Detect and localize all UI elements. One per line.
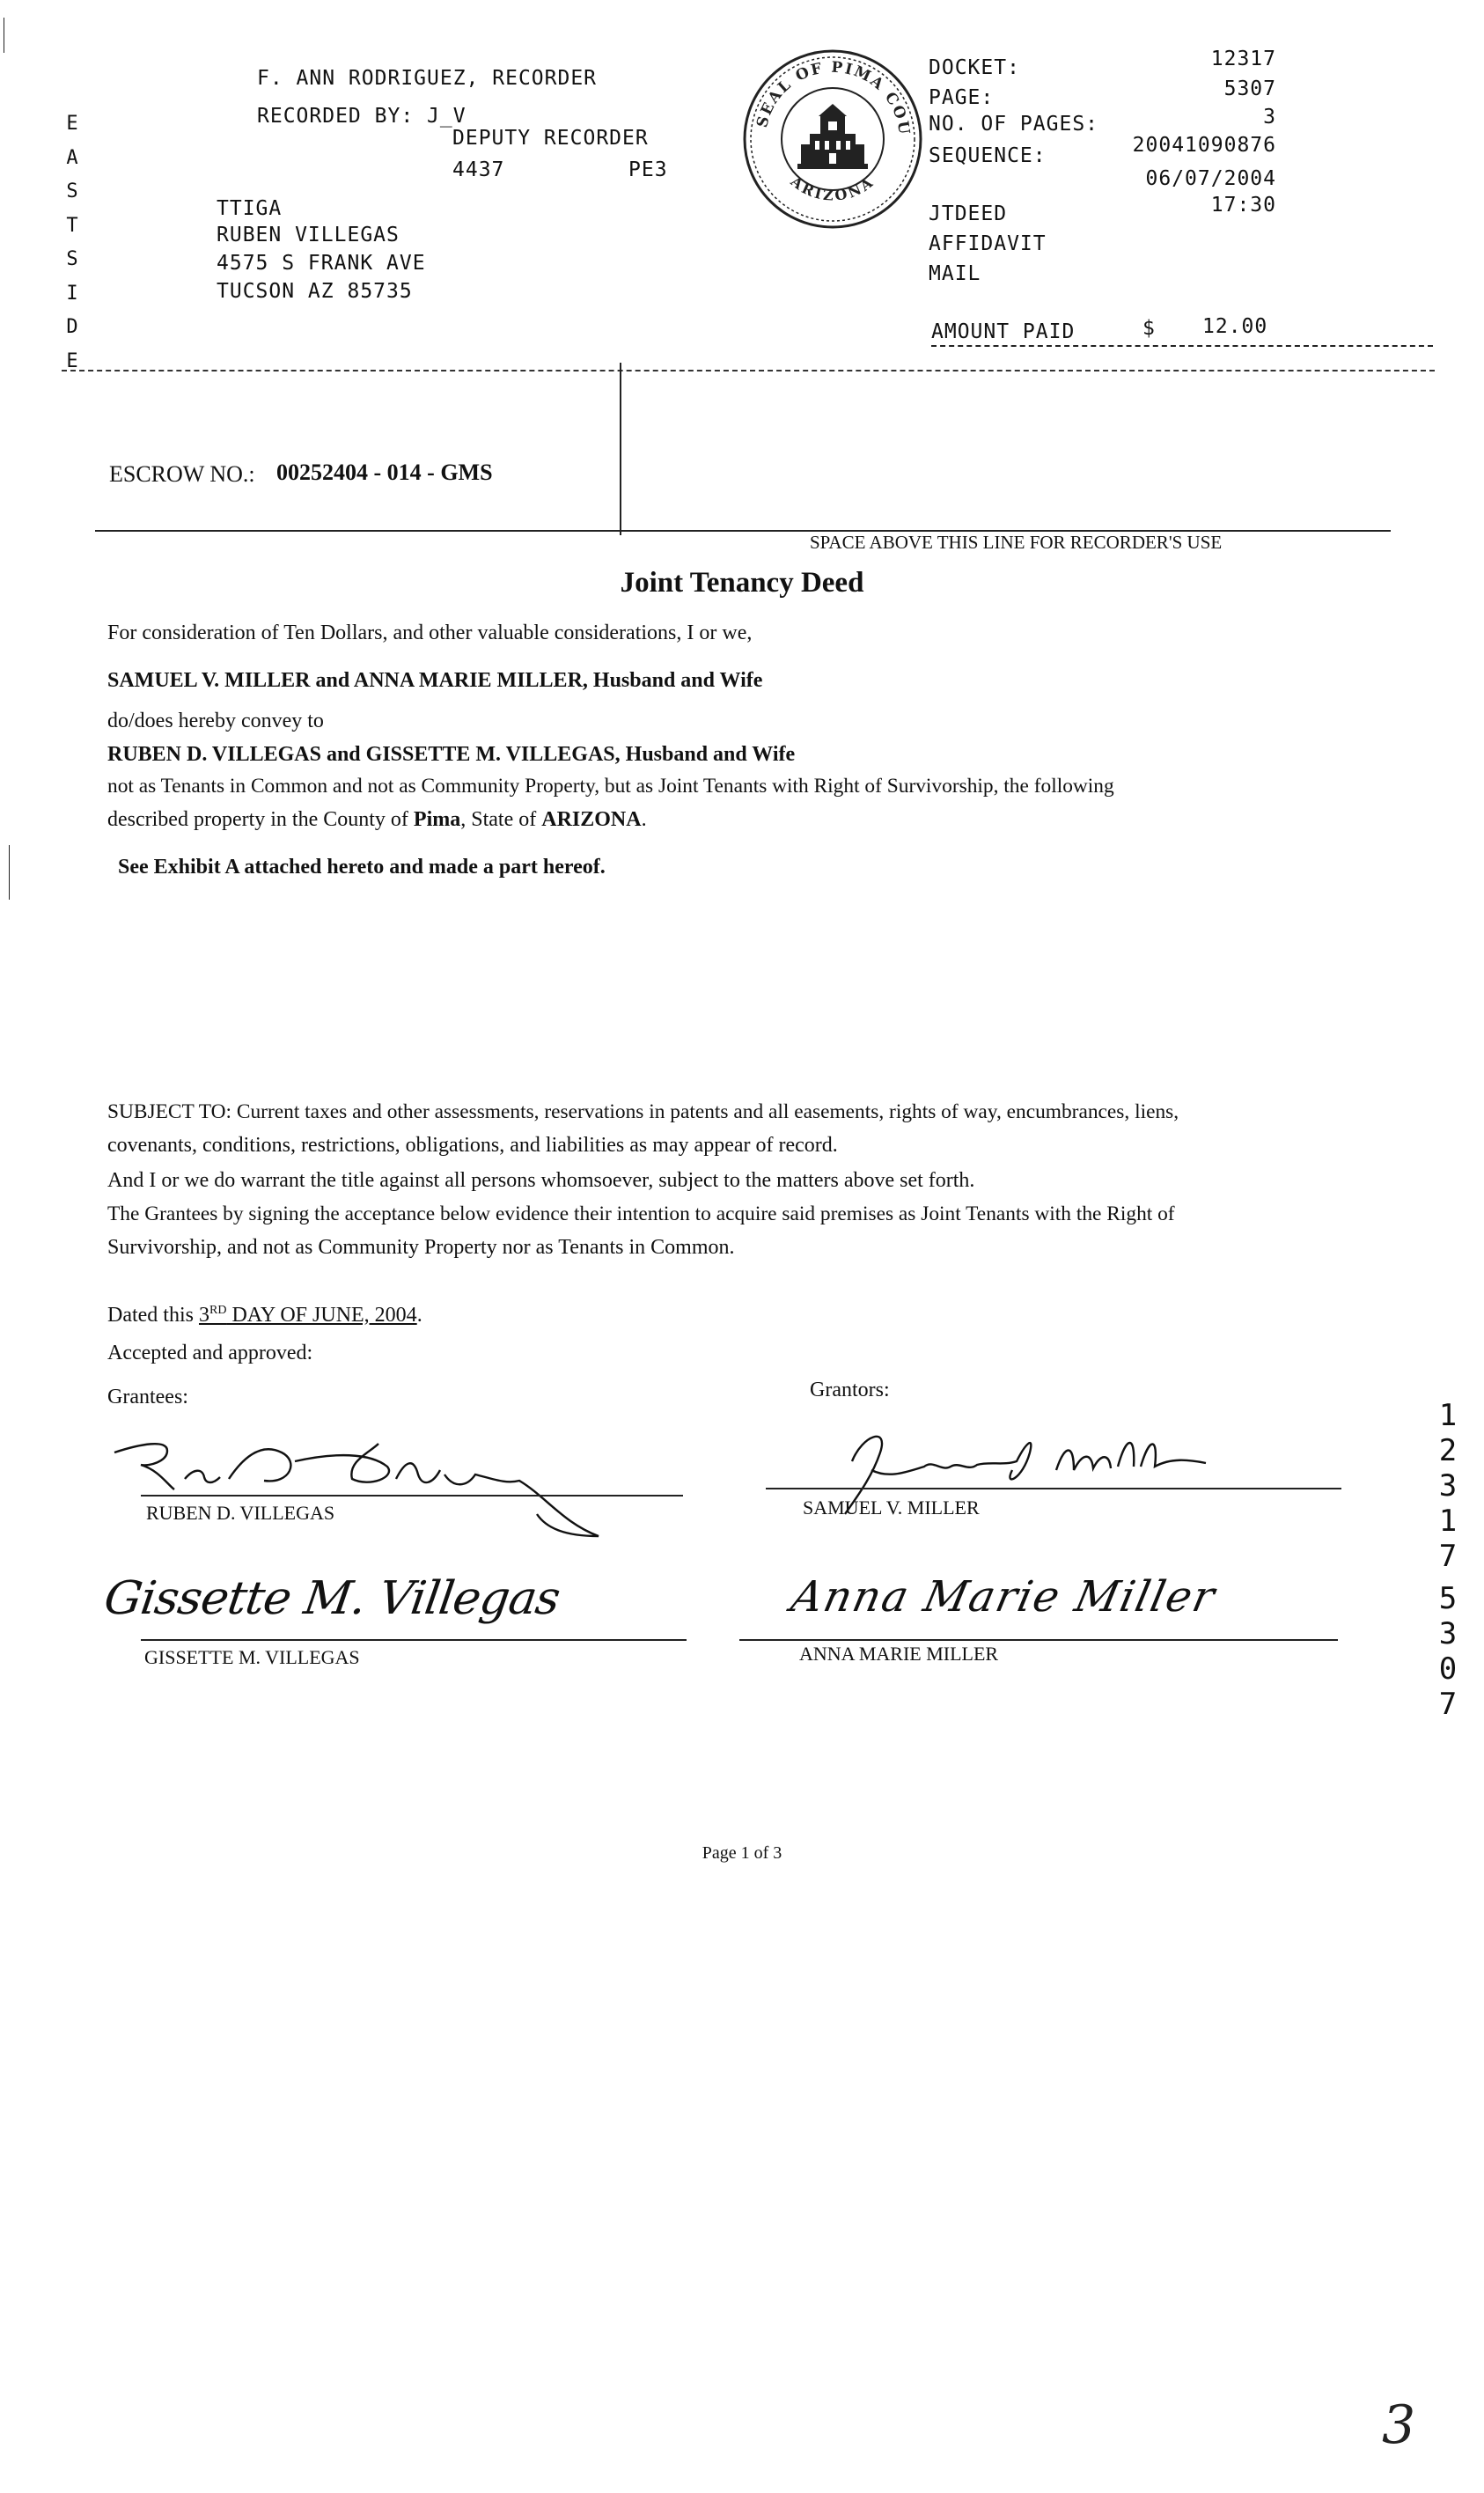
tenancy-mid: , State of [460,808,542,831]
dated-rest: DAY OF JUNE, 2004 [226,1304,417,1327]
state-name: ARIZONA [541,808,642,831]
recorded-by: RECORDED BY: J_V [257,105,467,128]
tenancy-text-line-2 [107,803,647,836]
recording-time: 17:30 [1210,194,1276,217]
seal-icon [739,46,926,232]
grantees-statement-line-2: Survivorship, and not as Community Property nor as Tenants in Common. [107,1236,735,1259]
mail-label: MAIL [929,262,981,285]
margin-digit: 3 [1438,1616,1458,1651]
margin-digit: 5 [1438,1581,1458,1616]
margin-docket-stamp [1435,1398,1461,1574]
dated-date [199,1304,417,1327]
escrow-number: 00252404 - 014 - GMS [276,460,493,485]
docket-value: 12317 [1210,48,1276,70]
recorder-box-top-rule [62,370,1435,371]
affidavit-label: AFFIDAVIT [929,232,1047,255]
page-value: 5307 [1223,77,1276,100]
signature-scribble-icon [792,1417,1355,1541]
page-indicator: Page 1 of 3 [702,1843,782,1863]
seal-bottom-text: ARIZONA [787,173,878,204]
grantee-1-name: RUBEN D. VILLEGAS [146,1502,335,1524]
county-seal [739,46,926,232]
stamp-letter: E [66,349,78,372]
grantee-2-signature-line [141,1639,687,1641]
sequence-label: SEQUENCE: [929,144,1047,167]
stamp-letter: T [66,214,78,237]
margin-digit: 1 [1438,1504,1458,1539]
tenancy-text-line-1: not as Tenants in Common and not as Community Property, but as Joint Tenants with Right of Survivorship, the following [107,775,1114,798]
grantor-1-signature [792,1417,1355,1541]
amount-underline [931,345,1433,347]
margin-digit: 0 [1438,1651,1458,1687]
stamp-letter: S [66,248,78,270]
margin-digit: 3 [1438,1468,1458,1504]
recording-date: 06/07/2004 [1145,167,1276,190]
recorder-name: F. ANN RODRIGUEZ, RECORDER [257,67,598,90]
stamp-letter: S [66,180,78,202]
amount-paid-label: AMOUNT PAID [931,320,1076,343]
stamp-letter: A [66,146,78,169]
recorder-space-note: SPACE ABOVE THIS LINE FOR RECORDER'S USE [810,532,1223,553]
tenancy-end: . [641,808,647,831]
grantor-2-name: ANNA MARIE MILLER [799,1643,999,1665]
mail-to-street: 4575 S FRANK AVE [217,252,426,275]
subject-to-line-2: covenants, conditions, restrictions, obligations, and liabilities as may appear of record. [107,1134,838,1157]
grantee-names: RUBEN D. VILLEGAS and GISSETTE M. VILLEGAS, Husband and Wife [107,743,796,766]
grantee-2-signature-text: Gissette M. Villegas [100,1572,563,1625]
margin-digit: 7 [1438,1539,1458,1574]
accepted-text: Accepted and approved: [107,1342,313,1364]
pages-label: NO. OF PAGES: [929,113,1099,136]
grantees-label: Grantees: [107,1386,188,1408]
grantor-2-signature-text: Anna Marie Miller [787,1572,1221,1622]
stamp-letter: D [66,316,78,338]
scan-edge-mark [9,845,10,900]
dated-day-suffix: RD [209,1304,227,1317]
recorder-box-divider [620,363,621,535]
stamp-letter: I [66,282,78,305]
deputy-recorder: DEPUTY RECORDER [452,127,649,150]
grantee-1-signature-line [141,1495,683,1497]
grantor-2-signature-line [739,1639,1338,1641]
subject-to-line-1: SUBJECT TO: Current taxes and other assessments, reservations in patents and all easements, rights of way, encumbrances, liens, [107,1100,1179,1123]
recorder-code-right: PE3 [628,158,668,181]
margin-digit: 1 [1438,1398,1458,1433]
grantor-names: SAMUEL V. MILLER and ANNA MARIE MILLER, Husband and Wife [107,669,763,692]
mail-to-name: RUBEN VILLEGAS [217,224,400,246]
type-code: TTIGA [217,197,283,220]
amount-value: 12.00 [1202,315,1268,338]
margin-digit: 7 [1438,1687,1458,1722]
grantees-statement-line-1: The Grantees by signing the acceptance below evidence their intention to acquire said premises as Joint Tenants with the Right of [107,1202,1175,1225]
margin-digit: 2 [1438,1433,1458,1468]
deed-title: Joint Tenancy Deed [620,567,864,599]
tenancy-prefix: described property in the County of [107,808,414,831]
stamp-letter: E [66,113,78,135]
recorder-code-left: 4437 [452,158,505,181]
county-name: Pima [413,808,461,831]
warranty-text: And I or we do warrant the title against all persons whomsoever, subject to the matters above set forth. [107,1169,975,1192]
document-type: JTDEED [929,202,1008,225]
pages-value: 3 [1263,106,1276,129]
sequence-value: 20041090876 [1132,134,1276,157]
grantee-1-signature [106,1426,704,1558]
convey-text: do/does hereby convey to [107,710,324,732]
grantee-2-name: GISSETTE M. VILLEGAS [144,1646,360,1668]
exhibit-note: See Exhibit A attached hereto and made a part hereof. [118,856,606,879]
grantors-label: Grantors: [810,1379,890,1401]
escrow-label: ESCROW NO.: [109,461,255,487]
consideration-text: For consideration of Ten Dollars, and other valuable considerations, I or we, [107,621,753,644]
svg-text:ARIZONA [787,173,878,204]
grantor-1-name: SAMUEL V. MILLER [803,1497,980,1519]
handwritten-page-number: 3 [1382,2394,1416,2456]
page-label: PAGE: [929,86,995,109]
dated-prefix: Dated this [107,1304,199,1327]
eastside-stamp [62,107,83,379]
signature-scribble-icon [106,1426,704,1558]
amount-currency: $ [1142,317,1156,340]
seal-top-text: SEAL OF PIMA COU [753,58,914,137]
margin-page-stamp [1435,1581,1461,1722]
dated-day: 3 [198,1304,209,1327]
docket-label: DOCKET: [929,56,1020,79]
grantor-1-signature-line [766,1488,1341,1489]
dated-period: . [416,1304,422,1327]
mail-to-city: TUCSON AZ 85735 [217,280,413,303]
dated-line [107,1294,422,1332]
